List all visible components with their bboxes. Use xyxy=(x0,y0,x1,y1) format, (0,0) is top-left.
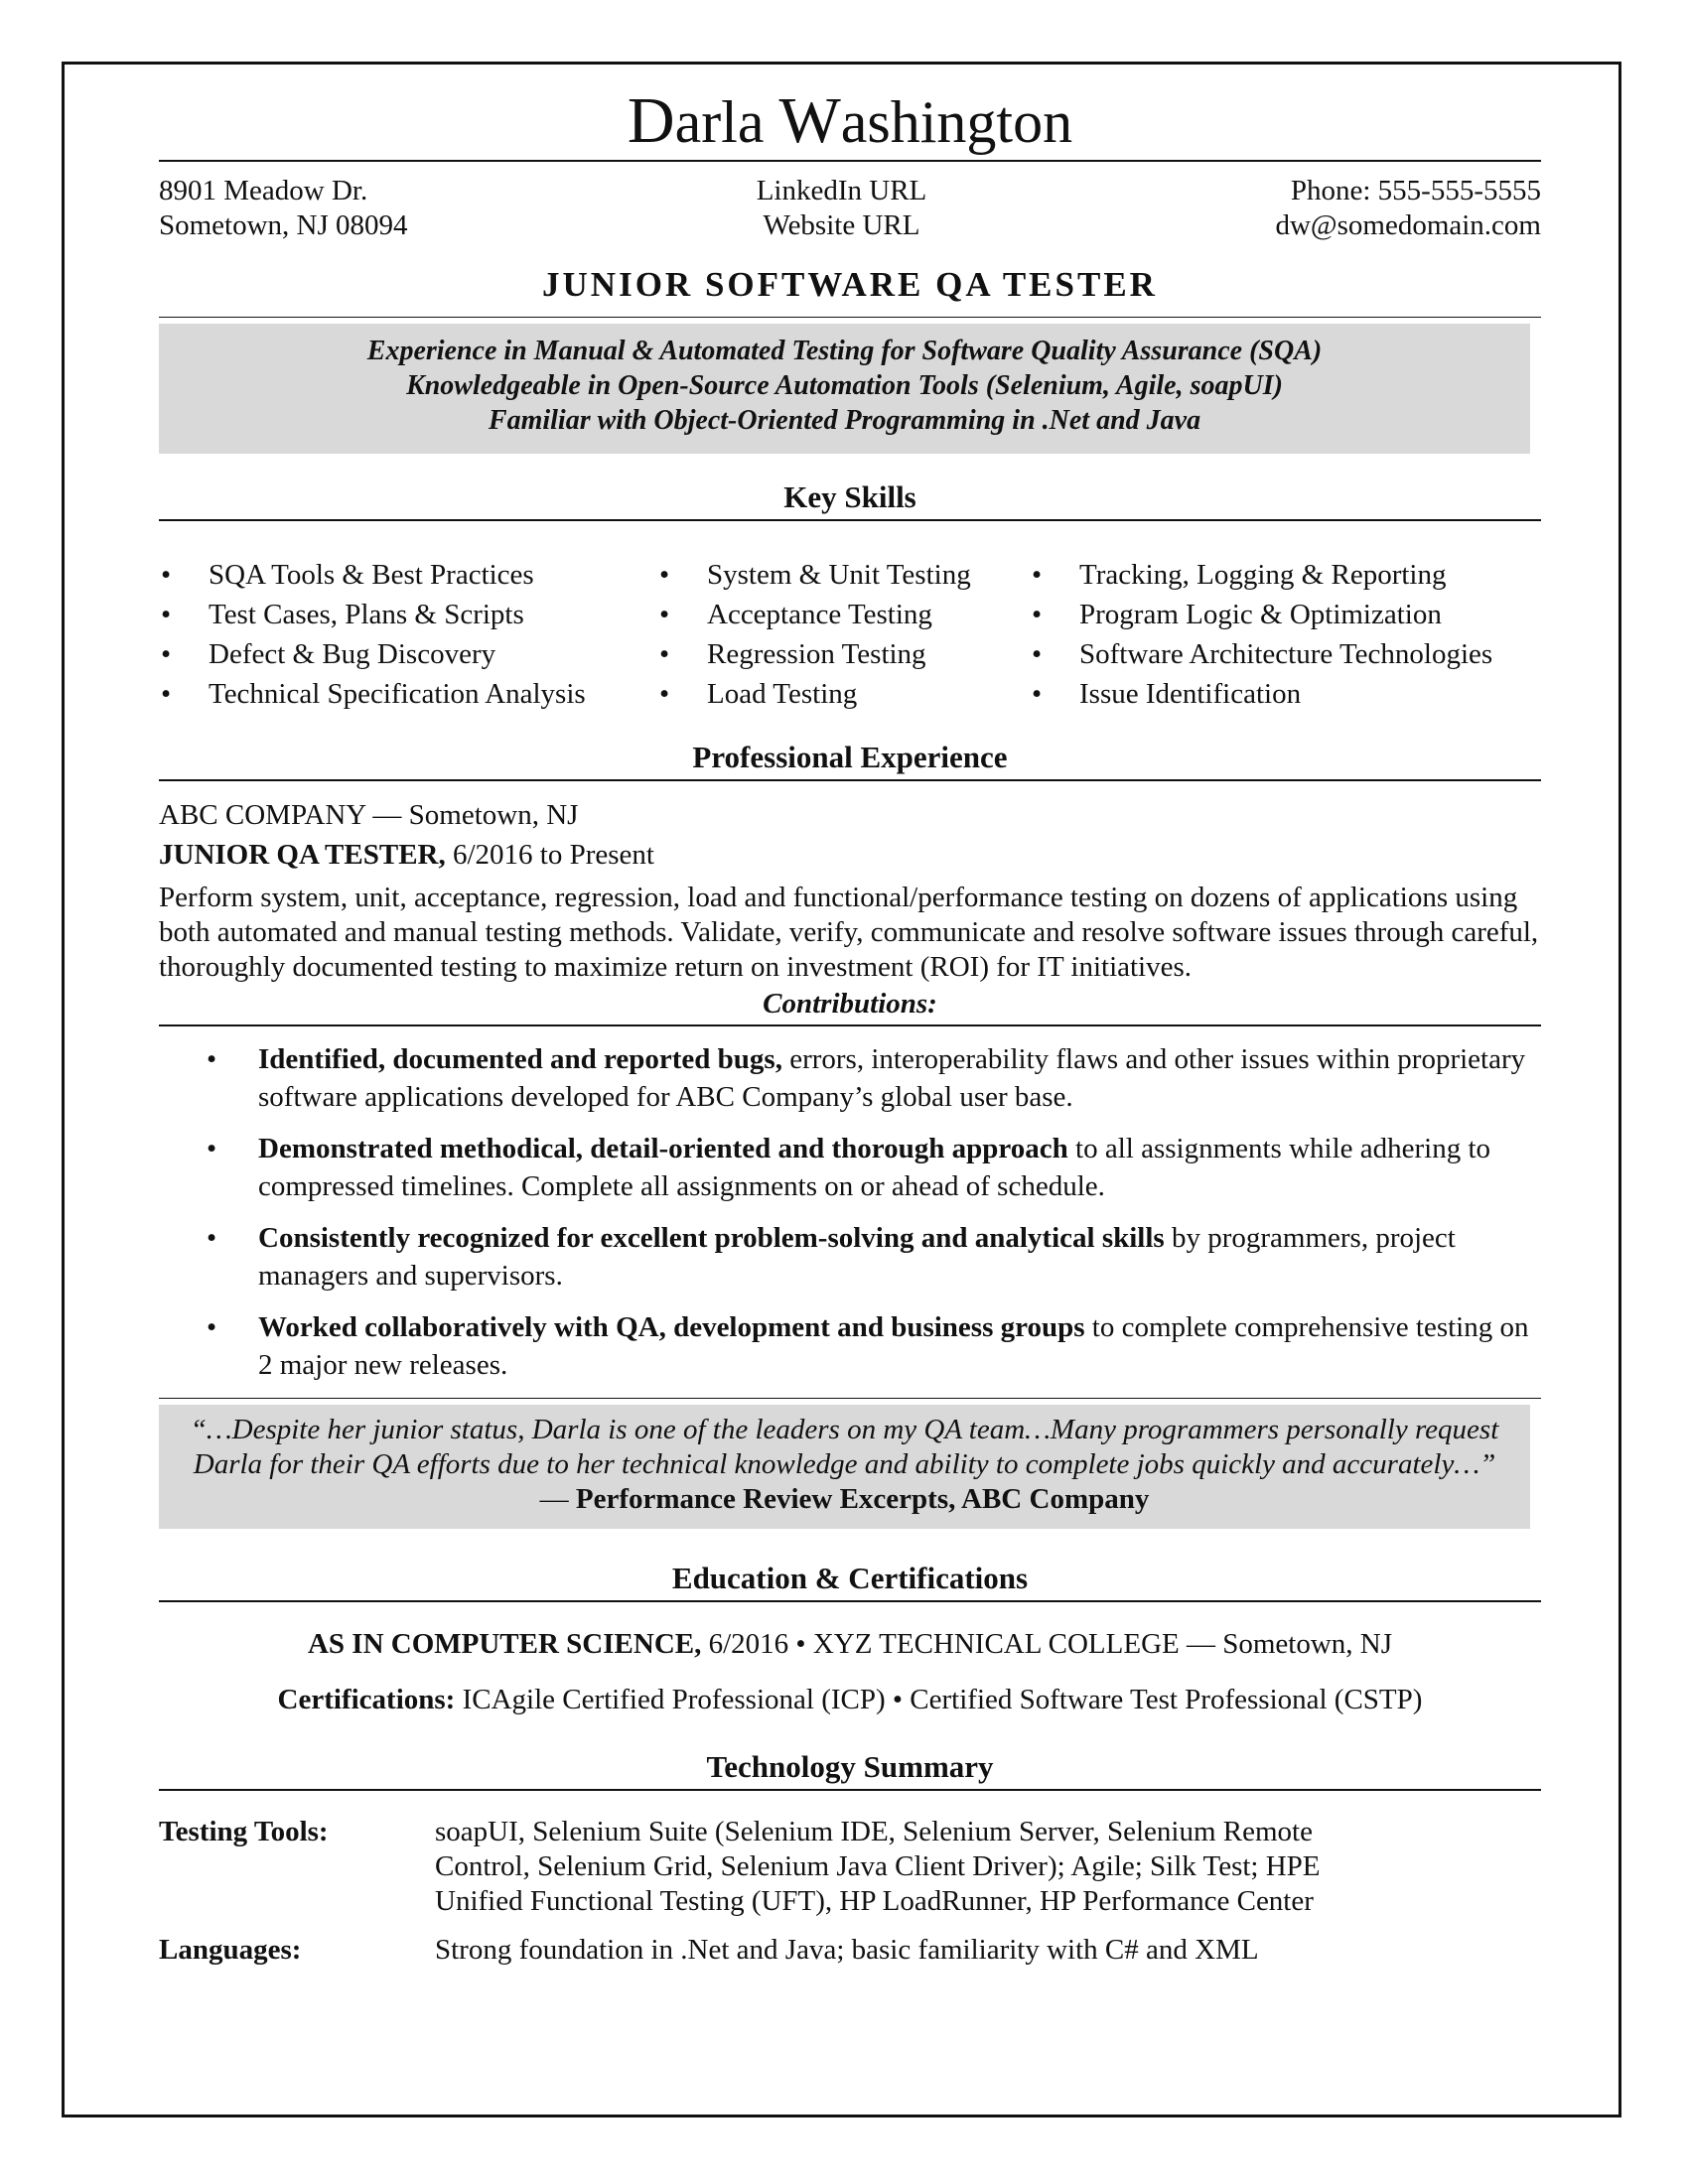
job-target-title: JUNIOR SOFTWARE QA TESTER xyxy=(542,265,1158,304)
job-line xyxy=(159,835,1541,875)
skill-item: • Program Logic & Optimization xyxy=(1030,595,1541,634)
summary-line: Experience in Manual & Automated Testing for Software Quality Assurance (SQA) xyxy=(366,336,1323,366)
languages-value: Strong foundation in .Net and Java; basic familiarity with C# and XML xyxy=(435,1934,1259,1966)
skill-item: • Tracking, Logging & Reporting xyxy=(1030,555,1541,595)
degree-details: 6/2016 • XYZ TECHNICAL COLLEGE — Sometown, NJ xyxy=(701,1628,1393,1660)
contribution-highlight: Worked collaboratively with QA, development and business groups xyxy=(258,1311,1085,1343)
contact-info xyxy=(159,174,1541,243)
languages-row xyxy=(159,1933,1541,1968)
review-quote xyxy=(159,1405,1530,1529)
contribution-highlight: Demonstrated methodical, detail-oriented and thorough approach xyxy=(258,1133,1068,1164)
resume-page xyxy=(159,83,1541,1981)
languages-label: Languages: xyxy=(159,1934,302,1966)
contribution-highlight: Identified, documented and reported bugs, xyxy=(258,1043,782,1075)
quote-source: Performance Review Excerpts, ABC Company xyxy=(575,1483,1150,1515)
summary-line: Knowledgeable in Open-Source Automation Tools (Selenium, Agile, soapUI) xyxy=(406,370,1283,401)
divider xyxy=(159,1398,1541,1399)
skill-item: • Load Testing xyxy=(657,674,1030,714)
candidate-name xyxy=(159,83,1541,162)
name-last-initial: W xyxy=(778,84,841,157)
quote-dash: — xyxy=(539,1483,576,1515)
name-initial: D xyxy=(627,84,675,157)
technology-summary xyxy=(159,1815,1541,1968)
testing-tools-row xyxy=(159,1815,1541,1919)
certifications-list: ICAgile Certified Professional (ICP) • Certified Software Test Professional (CSTP) xyxy=(455,1684,1423,1715)
phone: Phone: 555-555-5555 xyxy=(1290,175,1541,206)
skill-item: • Defect & Bug Discovery xyxy=(159,634,657,674)
skill-item: • Regression Testing xyxy=(657,634,1030,674)
testing-tools-value: soapUI, Selenium Suite (Selenium IDE, Selenium Server, Selenium Remote Control, Selenium Grid, Selenium Java Client Driver); Agile; Silk Test; HPE Unified Functional Testing (UFT), HP LoadRunner, HP Performance Center xyxy=(435,1816,1321,1917)
degree: AS IN COMPUTER SCIENCE, xyxy=(307,1628,702,1660)
skill-item: • Software Architecture Technologies xyxy=(1030,634,1541,674)
contribution-text: errors, interoperability flaws and other issues within proprietary software applications developed for ABC Company’s global user base. xyxy=(258,1043,1526,1113)
skills-column xyxy=(1030,555,1541,714)
skill-item: • Acceptance Testing xyxy=(657,595,1030,634)
experience-heading: Professional Experience xyxy=(159,740,1541,781)
website-link[interactable]: Website URL xyxy=(763,209,920,241)
contributions-list xyxy=(159,1040,1541,1384)
skill-item: • Issue Identification xyxy=(1030,674,1541,714)
company-line: ABC COMPANY — Sometown, NJ xyxy=(159,799,579,831)
skills-column xyxy=(657,555,1030,714)
skill-item: • System & Unit Testing xyxy=(657,555,1030,595)
web-links xyxy=(757,174,927,243)
contribution-item xyxy=(159,1308,1541,1384)
certifications-line xyxy=(159,1680,1541,1719)
contribution-text: to all assignments while adhering to compressed timelines. Complete all assignments on or ahead of schedule. xyxy=(258,1133,1491,1202)
address-block xyxy=(159,174,408,243)
key-skills-heading: Key Skills xyxy=(159,479,1541,521)
linkedin-link[interactable]: LinkedIn URL xyxy=(756,175,927,206)
skill-item: • SQA Tools & Best Practices xyxy=(159,555,657,595)
email-link[interactable]: dw@somedomain.com xyxy=(1275,209,1541,241)
summary-banner xyxy=(159,324,1530,454)
summary-line: Familiar with Object-Oriented Programming in .Net and Java xyxy=(488,405,1201,436)
contributions-heading: Contributions: xyxy=(159,987,1541,1026)
key-skills-list xyxy=(159,555,1541,714)
skills-column xyxy=(159,555,657,714)
technology-heading: Technology Summary xyxy=(159,1749,1541,1791)
contribution-item xyxy=(159,1130,1541,1205)
phone-email xyxy=(1275,174,1541,243)
quote-text: “…Despite her junior status, Darla is one of the leaders on my QA team…Many programmers personally request Darla for their QA efforts due to her technical knowledge and ability to complete jobs quickly and accurately…” xyxy=(190,1414,1499,1480)
skill-item: • Technical Specification Analysis xyxy=(159,674,657,714)
name-first-rest: arla xyxy=(674,89,779,155)
contribution-text: to complete comprehensive testing on 2 major new releases. xyxy=(258,1311,1529,1381)
contribution-text: by programmers, project managers and supervisors. xyxy=(258,1222,1456,1292)
testing-tools-label: Testing Tools: xyxy=(159,1816,329,1847)
contribution-item xyxy=(159,1040,1541,1116)
job-title: JUNIOR QA TESTER, xyxy=(159,839,446,871)
degree-line xyxy=(159,1624,1541,1664)
address-line2: Sometown, NJ 08094 xyxy=(159,209,408,241)
divider xyxy=(159,317,1541,318)
certifications-label: Certifications: xyxy=(277,1684,456,1715)
contribution-item xyxy=(159,1219,1541,1295)
job-description: Perform system, unit, acceptance, regression, load and functional/performance testing on dozens of applications using both automated and manual testing methods. Validate, verify, communicate and resolve software issues through careful, thoroughly documented testing to maximize return on investment (ROI) for IT initiatives. xyxy=(159,882,1539,983)
contribution-highlight: Consistently recognized for excellent problem-solving and analytical skills xyxy=(258,1222,1165,1254)
address-line1: 8901 Meadow Dr. xyxy=(159,175,368,206)
job-dates: 6/2016 to Present xyxy=(445,839,654,871)
education-heading: Education & Certifications xyxy=(159,1561,1541,1602)
skill-item: • Test Cases, Plans & Scripts xyxy=(159,595,657,634)
name-last-rest: ashington xyxy=(840,89,1073,155)
